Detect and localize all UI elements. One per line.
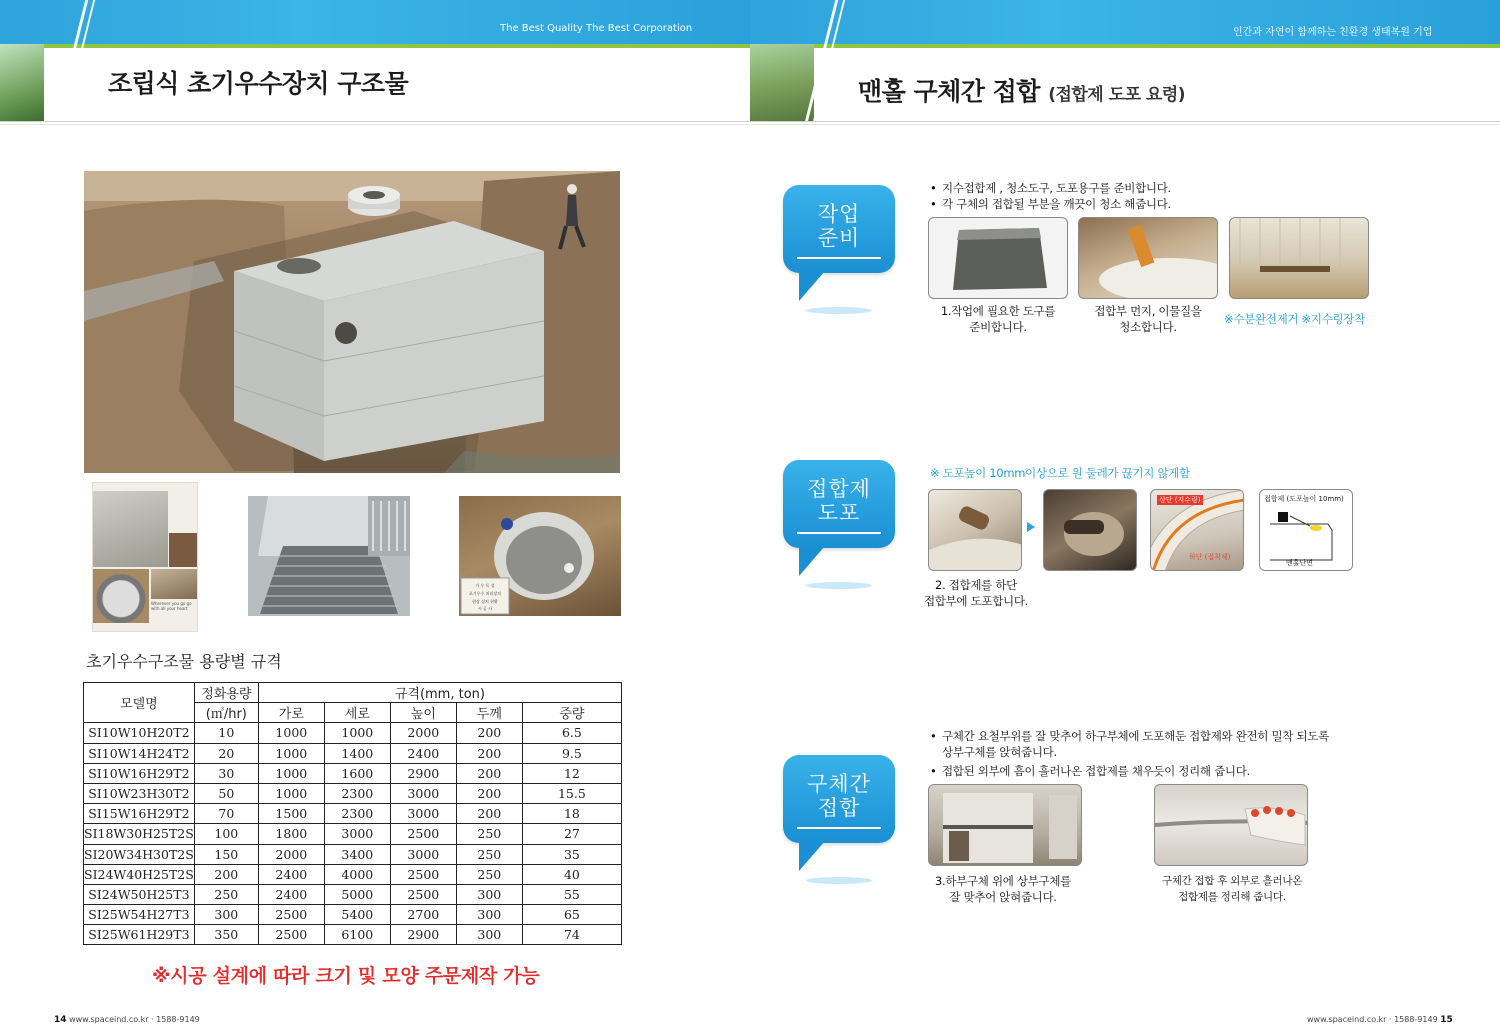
value-cell: 5000 [324, 884, 390, 904]
prep-bullet-2: • 각 구체의 접합될 부분을 깨끗이 청소 해줍니다. [930, 197, 1171, 211]
value-cell: 2500 [390, 864, 456, 884]
title-divider [750, 121, 1500, 122]
value-cell: 3000 [324, 824, 390, 844]
bullet-text: 구체간 요철부위를 잘 맞추어 하구부체에 도포해둔 접합제와 완전히 밀착 되도록 [942, 729, 1329, 743]
value-cell: 2900 [390, 925, 456, 945]
model-cell: SI10W23H30T2 [84, 783, 195, 803]
apply-caption [914, 577, 1038, 609]
bubble-apply [783, 460, 895, 548]
header-tagline: The Best Quality The Best Corporation [500, 23, 693, 34]
caption-line: 접합제를 정리해 줍니다. [1178, 891, 1286, 903]
header-tagline: 인간과 자연이 함께하는 친환경 생태복원 기업 [1233, 27, 1433, 38]
value-cell: 2000 [390, 723, 456, 743]
value-cell: 300 [456, 925, 522, 945]
value-cell: 5400 [324, 905, 390, 925]
header-spec: 규격(mm, ton) [258, 683, 621, 703]
value-cell: 3000 [390, 804, 456, 824]
header-length: 세로 [324, 703, 390, 723]
caption-line: 청소합니다. [1119, 320, 1177, 334]
join-bullet-1: • 구체간 요철부위를 잘 맞추어 하구부체에 도포해둔 접합제와 완전히 밀착 되도록 상부구체를 앉혀줍니다. [930, 729, 1329, 759]
value-cell: 3000 [390, 783, 456, 803]
value-cell: 30 [194, 763, 258, 783]
sign-line: 가 우 독 설 [475, 583, 495, 588]
collage-text: Wherever you go go with all your heart [151, 601, 192, 611]
bubble-join-text [783, 772, 895, 820]
prep-photo-tools [928, 217, 1068, 299]
bubble-underline [797, 257, 881, 259]
model-cell: SI15W16H29T2 [84, 804, 195, 824]
caption-line: 접합부 먼지, 이물질을 [1094, 304, 1202, 318]
caption-line: 1.작업에 필요한 도구를 [940, 304, 1056, 318]
value-cell: 55 [522, 884, 621, 904]
value-cell: 2300 [324, 783, 390, 803]
footer-text: www.spaceind.co.kr · 1588-9149 [69, 1015, 200, 1024]
value-cell: 350 [194, 925, 258, 945]
bubble-prep [783, 185, 895, 273]
cleaning-illustration [1079, 218, 1218, 299]
value-cell: 2400 [390, 743, 456, 763]
model-cell: SI10W14H24T2 [84, 743, 195, 763]
apply-illustration [929, 490, 1022, 571]
value-cell: 1000 [324, 723, 390, 743]
footer [54, 1015, 200, 1025]
table-row [84, 925, 622, 945]
caption-line: 준비합니다. [969, 320, 1027, 334]
bubble-line: 작업 [817, 202, 861, 226]
value-cell: 2500 [258, 925, 324, 945]
value-cell: 2500 [258, 905, 324, 925]
value-cell: 3000 [390, 844, 456, 864]
main-photo-concrete-tank [84, 171, 620, 473]
page-title-sub: (접합제 도포 요령) [1048, 85, 1186, 105]
header-height: 높이 [390, 703, 456, 723]
collage-photo [93, 491, 168, 567]
join-photo-2 [1154, 784, 1308, 866]
bullet-text: 각 구체의 접합될 부분을 깨끗이 청소 해줍니다. [942, 197, 1171, 211]
value-cell: 200 [456, 743, 522, 763]
bubble-line: 접합제 [807, 477, 871, 501]
footer-page-number: 14 [54, 1015, 67, 1025]
table-row [84, 884, 622, 904]
grating-illustration [248, 496, 410, 616]
value-cell: 1500 [258, 804, 324, 824]
value-cell: 250 [456, 824, 522, 844]
caption-line: 잘 맞추어 앉혀줍니다. [949, 890, 1057, 904]
table-row [84, 824, 622, 844]
manhole-illustration [459, 496, 621, 616]
page-title [858, 72, 1185, 108]
header-capacity-unit: (㎥/hr) [194, 703, 258, 723]
apply-diagram [1259, 489, 1353, 571]
prep-photo-cleaning [1078, 217, 1218, 299]
page-title-main: 맨홀 구체간 접합 [858, 77, 1040, 106]
value-cell: 200 [456, 804, 522, 824]
grating-structure-photo [248, 496, 410, 616]
bubble-shadow [806, 307, 872, 314]
value-cell: 200 [456, 783, 522, 803]
header-corner-image [750, 44, 814, 122]
join-caption-1 [918, 873, 1088, 905]
model-cell: SI10W10H20T2 [84, 723, 195, 743]
prep-photo-water-removal [1229, 217, 1369, 299]
table-row [84, 844, 622, 864]
value-cell: 300 [456, 905, 522, 925]
table-row [84, 723, 622, 743]
bubble-underline [797, 532, 881, 534]
label-top: 상단 (지수링) [1159, 496, 1201, 504]
prep-caption-2 [1078, 303, 1218, 335]
table-row [84, 743, 622, 763]
model-cell: SI25W61H29T3 [84, 925, 195, 945]
join-caption-2 [1140, 873, 1324, 905]
value-cell: 2900 [390, 763, 456, 783]
bubble-shadow [806, 877, 872, 884]
table-row [84, 864, 622, 884]
caption-line: 2. 접합제를 하단 [935, 578, 1017, 592]
bubble-shadow [806, 582, 872, 589]
header-accent-stripe [0, 44, 750, 48]
prep-caption-3: ※수분완전제거 ※지수링장착 [1224, 312, 1365, 326]
prep-bullet-1: • 지수접합제 , 청소도구, 도포용구를 준비합니다. [930, 181, 1171, 195]
value-cell: 15.5 [522, 783, 621, 803]
header-width: 가로 [258, 703, 324, 723]
value-cell: 2400 [258, 884, 324, 904]
header-accent-stripe [750, 44, 1500, 48]
sign-line: 초기우수 처리장치 [468, 591, 502, 596]
value-cell: 3400 [324, 844, 390, 864]
bubble-line: 도포 [817, 501, 861, 525]
bubble-join [783, 755, 895, 843]
value-cell: 1800 [258, 824, 324, 844]
collage-photo [169, 533, 197, 567]
join-bullet-2: • 접합된 외부에 흠이 흘러나온 접합제를 채우듯이 정리해 줍니다. [930, 764, 1250, 778]
bubble-tail [799, 841, 825, 871]
sign-line: 시 공 사 [477, 606, 493, 611]
bullet-text: 상부구체를 앉혀줍니다. [942, 745, 1057, 759]
value-cell: 1000 [258, 723, 324, 743]
sealant-bag-illustration [929, 218, 1068, 299]
water-removal-illustration [1230, 218, 1369, 299]
value-cell: 2000 [258, 844, 324, 864]
bullet-text: 지수접합제 , 청소도구, 도포용구를 준비합니다. [942, 181, 1171, 195]
value-cell: 18 [522, 804, 621, 824]
value-cell: 1600 [324, 763, 390, 783]
bubble-underline [797, 827, 881, 829]
apply-note: ※ 도포높이 10mm이상으로 원 둘레가 끊기지 않게함 [930, 466, 1190, 480]
collage-photo [93, 569, 149, 623]
value-cell: 1000 [258, 783, 324, 803]
model-cell: SI10W16H29T2 [84, 763, 195, 783]
value-cell: 2500 [390, 824, 456, 844]
model-cell: SI24W40H25T2S [84, 864, 195, 884]
value-cell: 100 [194, 824, 258, 844]
spec-table-title: 초기우수구조물 용량별 규격 [86, 652, 282, 671]
value-cell: 300 [456, 884, 522, 904]
value-cell: 2400 [258, 864, 324, 884]
value-cell: 1000 [258, 763, 324, 783]
caption-line: 구체간 접합 후 외부로 흘러나온 [1161, 875, 1303, 887]
bubble-apply-text [783, 477, 895, 525]
table-row [84, 804, 622, 824]
prep-caption-1 [928, 303, 1068, 335]
value-cell: 200 [194, 864, 258, 884]
bubble-line: 접합 [817, 796, 861, 820]
apply-photo-1 [928, 489, 1022, 571]
value-cell: 1000 [258, 743, 324, 763]
spec-table [83, 682, 622, 945]
header-corner-image [0, 44, 44, 122]
value-cell: 74 [522, 925, 621, 945]
header-model: 모델명 [84, 683, 195, 723]
title-divider [0, 121, 750, 122]
title-divider [0, 124, 750, 125]
bubble-line: 구체간 [807, 772, 871, 796]
value-cell: 20 [194, 743, 258, 763]
table-row [84, 905, 622, 925]
value-cell: 1400 [324, 743, 390, 763]
caption-line: 접합부에 도포합니다. [924, 594, 1028, 608]
footer [1307, 1015, 1453, 1025]
value-cell: 35 [522, 844, 621, 864]
table-row [84, 763, 622, 783]
value-cell: 2700 [390, 905, 456, 925]
caption-line: 3.하부구체 위에 상부구체를 [935, 874, 1071, 888]
value-cell: 50 [194, 783, 258, 803]
header-thickness: 두께 [456, 703, 522, 723]
page-title: 조립식 초기우수장치 구조물 [108, 69, 409, 98]
value-cell: 250 [194, 884, 258, 904]
apply-illustration [1044, 490, 1137, 571]
value-cell: 300 [194, 905, 258, 925]
value-cell: 2300 [324, 804, 390, 824]
model-cell: SI18W30H25T2S [84, 824, 195, 844]
footer-page-number: 15 [1440, 1015, 1453, 1025]
tank-illustration [84, 171, 620, 473]
collage-photo [151, 569, 197, 599]
value-cell: 27 [522, 824, 621, 844]
value-cell: 150 [194, 844, 258, 864]
step-arrow-icon [1027, 522, 1035, 532]
join-photo-1 [928, 784, 1082, 866]
custom-order-note: ※시공 설계에 따라 크기 및 모양 주문제작 가능 [152, 965, 540, 987]
spec-table-body [84, 723, 622, 945]
value-cell: 10 [194, 723, 258, 743]
apply-photo-2 [1043, 489, 1137, 571]
diagram-bottom-label: 맨홀단면 [1286, 559, 1314, 567]
sealing-illustration [1155, 785, 1308, 866]
value-cell: 200 [456, 723, 522, 743]
magazine-collage-thumbnail [92, 482, 198, 632]
value-cell: 200 [456, 763, 522, 783]
value-cell: 250 [456, 844, 522, 864]
title-divider [750, 124, 1500, 125]
value-cell: 65 [522, 905, 621, 925]
model-cell: SI25W54H27T3 [84, 905, 195, 925]
table-row [84, 783, 622, 803]
bubble-tail [799, 546, 825, 576]
value-cell: 250 [456, 864, 522, 884]
value-cell: 9.5 [522, 743, 621, 763]
manhole-stack-illustration [929, 785, 1082, 866]
value-cell: 4000 [324, 864, 390, 884]
value-cell: 70 [194, 804, 258, 824]
footer-text: www.spaceind.co.kr · 1588-9149 [1307, 1015, 1438, 1024]
bubble-prep-text [783, 202, 895, 250]
header-capacity: 정화용량 [194, 683, 258, 703]
value-cell: 2500 [390, 884, 456, 904]
sign-line: 현장 설치 현황 [472, 599, 498, 604]
model-cell: SI24W50H25T3 [84, 884, 195, 904]
value-cell: 6.5 [522, 723, 621, 743]
bubble-tail [799, 271, 825, 301]
diagram-title: 접합제 (도포높이 10mm) [1264, 495, 1344, 503]
label-bottom: 하단 (접착제) [1189, 553, 1231, 561]
apply-photo-3 [1150, 489, 1244, 571]
value-cell: 40 [522, 864, 621, 884]
value-cell: 12 [522, 763, 621, 783]
bubble-line: 준비 [817, 226, 861, 250]
value-cell: 6100 [324, 925, 390, 945]
manhole-installation-photo [459, 496, 621, 616]
header-band [0, 0, 750, 44]
bullet-text: 접합된 외부에 흠이 흘러나온 접합제를 채우듯이 정리해 줍니다. [942, 764, 1250, 778]
model-cell: SI20W34H30T2S [84, 844, 195, 864]
header-weight: 중량 [522, 703, 621, 723]
